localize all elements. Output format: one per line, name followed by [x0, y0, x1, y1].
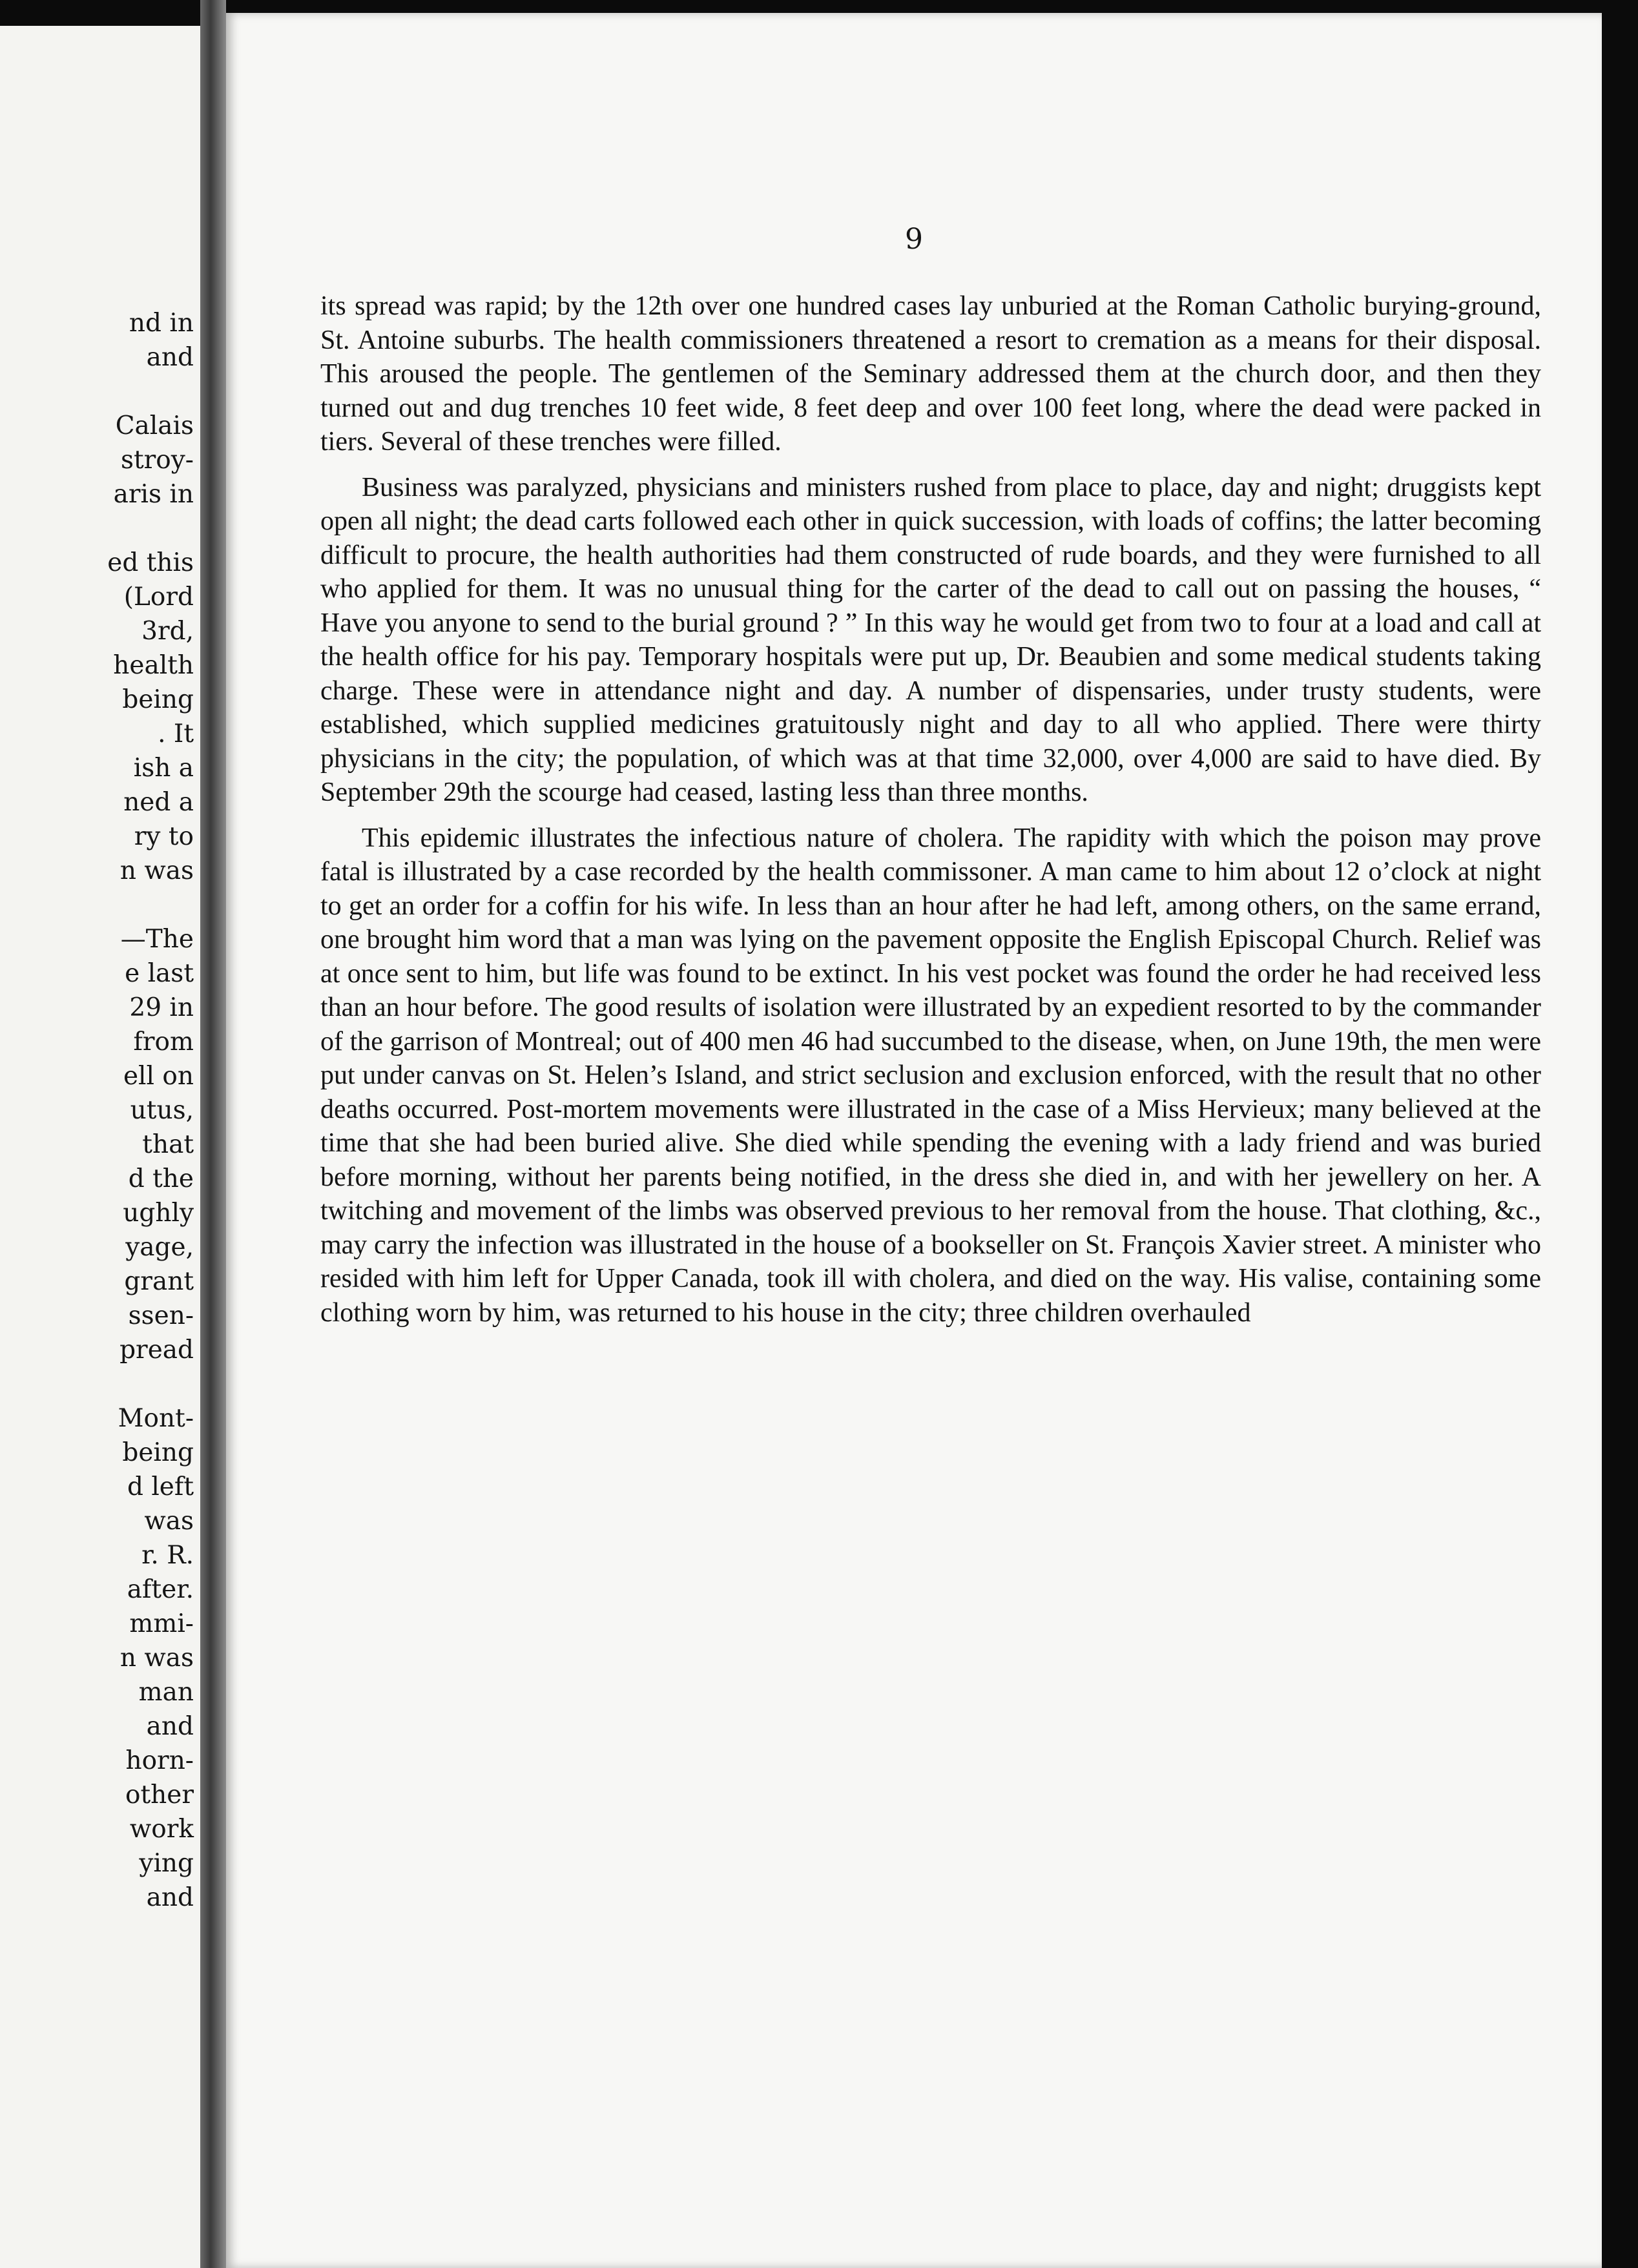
book-gutter: [200, 0, 226, 2268]
left-page-line: n was: [119, 856, 194, 885]
left-page-line: d left: [127, 1472, 194, 1501]
left-page-line: n was: [119, 1644, 194, 1673]
paragraph-1: its spread was rapid; by the 12th over one hundred cases lay unburied at the Roman Catholic burying-ground, St. Antoine suburbs. The health commissioners threatened a resort to cremation as a means for their disposal. This aroused the people. The gentlemen of the Seminary addressed them at the church door, and then they turned out and dug trenches 10 feet wide, 8 feet deep and over 100 feet long, where the dead were packed in tiers. Several of these trenches were filled.: [320, 291, 1541, 457]
left-page-line: from: [133, 1027, 194, 1057]
left-page-line: ying: [139, 1849, 194, 1878]
left-page-line: 29 in: [129, 993, 194, 1022]
left-page-line: ed this: [107, 548, 194, 577]
left-page-line: —The: [120, 925, 194, 954]
left-page-line: yage,: [125, 1233, 194, 1262]
right-page: [226, 13, 1602, 2268]
left-page-line: ry to: [134, 822, 194, 851]
paragraph-2: Business was paralyzed, physicians and ministers rushed from place to place, day and night; druggists kept open all night; the dead carts followed each other in quick succession, with loads of coffins; the latter becoming difficult to procure, the health authorities had them constructed of rude boards, and they were furnished to all who applied for them. It was no unusual thing for the carter of the dead to call out on passing the houses, “ Have you anyone to send to the burial ground ? ” In this way he would get from two to four at a load and call at the health office for his pay. Temporary hospitals were put up, Dr. Beaubien and some medical students taking charge. These were in attendance night and day. A number of dispensaries, under trusty students, were established, which supplied medicines gratuitously night and day to all who applied. There were thirty physicians in the city; the population, of which was at that time 32,000, over 4,000 are said to have died. By September 29th the scourge had ceased, lasting less than three months.: [320, 472, 1541, 807]
left-page-line: ssen-: [128, 1301, 194, 1330]
left-page-line: utus,: [130, 1096, 194, 1125]
left-page-line: r. R.: [141, 1541, 194, 1570]
scan-border: [1602, 0, 1638, 2268]
left-page-line: Mont-: [118, 1404, 194, 1433]
left-page-line: work: [129, 1815, 194, 1844]
left-page-line: and: [146, 343, 194, 372]
left-page-line: stroy-: [120, 446, 194, 475]
left-page-line: ned a: [123, 788, 194, 817]
left-page-line: and: [146, 1712, 194, 1741]
left-page-line: horn-: [125, 1746, 194, 1775]
left-page-line: Calais: [115, 411, 194, 440]
left-page-line: 3rd,: [141, 617, 194, 646]
left-page-line: ughly: [123, 1199, 194, 1228]
left-page-line: man: [138, 1678, 194, 1707]
left-page-line: other: [125, 1780, 194, 1809]
left-page-line: was: [144, 1507, 194, 1536]
left-page-line: aris in: [113, 480, 194, 509]
left-page-fragment: [0, 26, 200, 2268]
body-text: [320, 289, 1541, 1341]
left-page-line: and: [146, 1883, 194, 1912]
left-page-line: (Lord: [123, 582, 194, 612]
paragraph-3: This epidemic illustrates the infectious nature of cholera. The rapidity with which the poison may prove fatal is illustrated by a case recorded by the health commissoner. A man came to him about 12 o’clock at night to get an order for a coffin for his wife. In less than an hour after he had left, among others, on the same errand, one brought him word that a man was lying on the pavement opposite the English Episcopal Church. Relief was at once sent to him, but life was found to be extinct. In his vest pocket was found the order he had received less than an hour before. The good results of isolation were illustrated by an expedient resorted to by the commander of the garrison of Montreal; out of 400 men 46 had succumbed to the disease, when, on June 19th, the men were put under canvas on St. Helen’s Island, and strict seclusion and exclusion enforced, with the result that no other deaths occurred. Post-mortem movements were illustrated in the case of a Miss Hervieux; many believed at the time that she had been buried alive. She died while spending the evening with a lady friend and was buried before morning, without her parents being notified, in the dress she died in, and with her jewellery on her. A twitching and movement of the limbs was observed previous to her removal from the house. That clothing, &c., may carry the infection was illustrated in the house of a bookseller on St. François Xavier street. A minister who resided with him left for Upper Canada, took ill with cholera, and died on the way. His valise, containing some clothing worn by him, was returned to his house in the city; three children overhauled: [320, 823, 1541, 1328]
left-page-line: grant: [124, 1267, 194, 1296]
left-page-line: nd in: [129, 309, 194, 338]
page-number: 9: [905, 223, 923, 256]
left-page-line: . It: [158, 719, 194, 748]
left-page-line: e last: [125, 959, 194, 988]
left-page-line: ell on: [123, 1062, 194, 1091]
left-page-line: d the: [128, 1164, 194, 1193]
left-page-line: being: [122, 1438, 194, 1467]
left-page-line: mmi-: [129, 1609, 194, 1638]
left-page-line: pread: [119, 1335, 194, 1365]
left-page-line: health: [113, 651, 194, 680]
left-page-line: that: [142, 1130, 194, 1159]
left-page-line: after.: [127, 1575, 194, 1604]
left-page-line: ish a: [133, 754, 194, 783]
left-page-line: being: [122, 685, 194, 714]
